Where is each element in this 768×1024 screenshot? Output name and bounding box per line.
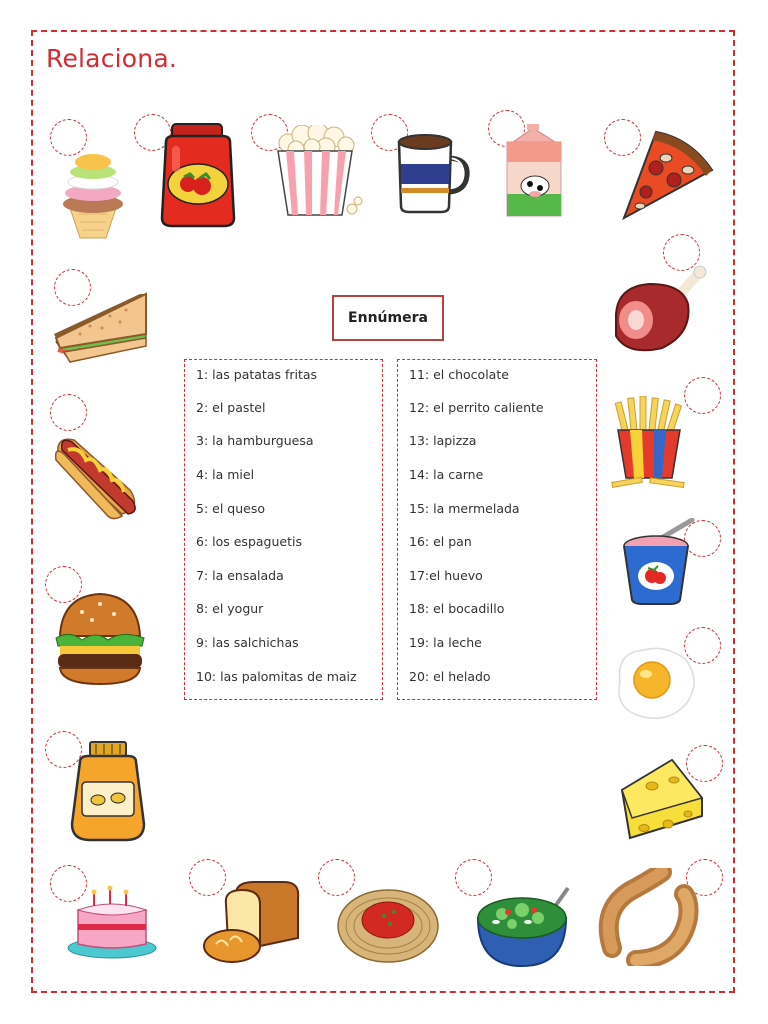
list-item: 1: las patatas fritas — [196, 367, 318, 382]
list-item: 20: el helado — [409, 669, 491, 684]
list-item: 10: las palomitas de maiz — [196, 669, 357, 684]
popcorn-box-icon — [272, 125, 364, 221]
list-item: 15: la mermelada — [409, 501, 520, 516]
sausages-icon — [596, 868, 700, 966]
hot-dog-icon — [50, 430, 142, 524]
list-item: 6: los espaguetis — [196, 534, 302, 549]
list-heading-box — [332, 295, 444, 341]
cheese-icon — [618, 756, 706, 842]
list-item: 5: el queso — [196, 501, 265, 516]
milk-carton-icon — [503, 124, 565, 220]
yogurt-cup-icon — [618, 518, 698, 606]
cake-icon — [66, 882, 160, 962]
answer-circle[interactable] — [50, 394, 87, 431]
list-item: 17:el huevo — [409, 568, 483, 583]
french-fries-icon — [606, 396, 692, 492]
strawberry-jam-jar-icon — [158, 122, 240, 230]
ice-cream-cone-icon — [58, 150, 128, 242]
list-item: 7: la ensalada — [196, 568, 284, 583]
list-item: 13: lapizza — [409, 433, 477, 448]
page-title: Relaciona. — [46, 44, 177, 73]
list-item: 2: el pastel — [196, 400, 266, 415]
word-list-right — [397, 359, 597, 700]
list-item: 8: el yogur — [196, 601, 264, 616]
fried-egg-icon — [610, 642, 698, 724]
word-list-left — [184, 359, 383, 700]
bread-icon — [202, 880, 302, 966]
chocolate-mug-icon — [393, 128, 473, 214]
list-item: 3: la hamburguesa — [196, 433, 314, 448]
hamburger-icon — [52, 590, 148, 688]
sandwich-icon — [50, 290, 152, 366]
list-item: 18: el bocadillo — [409, 601, 505, 616]
ham-leg-icon — [606, 264, 710, 356]
list-item: 11: el chocolate — [409, 367, 509, 382]
list-item: 16: el pan — [409, 534, 472, 549]
salad-bowl-icon — [472, 882, 572, 970]
list-heading: Ennúmera — [348, 310, 428, 326]
list-item: 19: la leche — [409, 635, 482, 650]
spaghetti-icon — [336, 884, 440, 966]
pizza-slice-icon — [616, 128, 716, 222]
list-item: 4: la miel — [196, 467, 255, 482]
list-item: 14: la carne — [409, 467, 484, 482]
list-item: 12: el perrito caliente — [409, 400, 544, 415]
honey-jar-icon — [66, 740, 150, 844]
list-item: 9: las salchichas — [196, 635, 299, 650]
